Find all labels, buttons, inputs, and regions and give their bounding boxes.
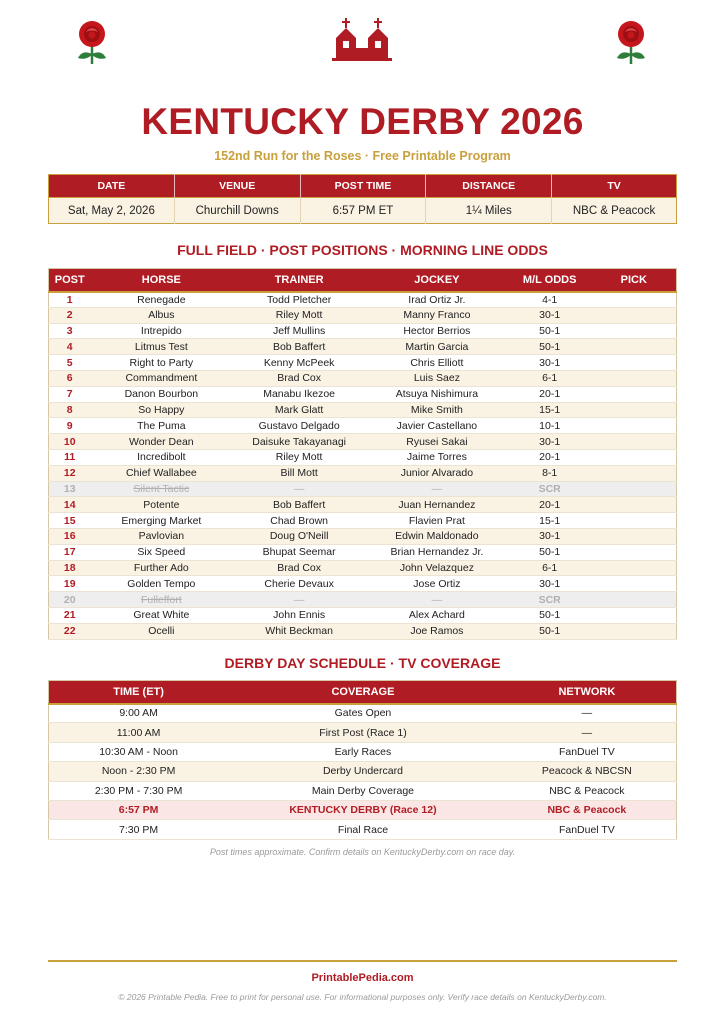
pick-cell (592, 418, 677, 434)
jockey-name: Javier Castellano (366, 418, 508, 434)
schedule-table (48, 680, 677, 840)
schedule-time: 6:57 PM (49, 800, 229, 819)
schedule-coverage: Final Race (228, 820, 498, 839)
horse-name: Six Speed (90, 544, 232, 560)
table-row (49, 528, 677, 544)
table-row (49, 465, 677, 481)
morning-line-odds: 50-1 (508, 607, 592, 623)
pick-cell (592, 449, 677, 465)
horse-name: Albus (90, 307, 232, 323)
schedule-network: FanDuel TV (498, 820, 677, 839)
info-header-distance: DISTANCE (426, 175, 552, 198)
morning-line-odds: 20-1 (508, 497, 592, 513)
horse-name: Further Ado (90, 560, 232, 576)
field-header-pick: PICK (592, 269, 677, 292)
horse-name: Great White (90, 607, 232, 623)
pick-cell (592, 576, 677, 592)
table-row (49, 723, 677, 742)
jockey-name: Mike Smith (366, 402, 508, 418)
morning-line-odds: 6-1 (508, 370, 592, 386)
jockey-name: Manny Franco (366, 307, 508, 323)
schedule-network: NBC & Peacock (498, 781, 677, 800)
jockey-name: Luis Saez (366, 370, 508, 386)
trainer-name: Brad Cox (232, 370, 366, 386)
schedule-time: 7:30 PM (49, 820, 229, 839)
info-header-post-time: POST TIME (300, 175, 426, 198)
table-row (49, 560, 677, 576)
schedule-coverage: KENTUCKY DERBY (Race 12) (228, 800, 498, 819)
table-row (49, 820, 677, 839)
post-position: 3 (49, 323, 91, 339)
schedule-network: — (498, 723, 677, 742)
trainer-name: Bhupat Seemar (232, 544, 366, 560)
schedule-time: Noon - 2:30 PM (49, 762, 229, 781)
table-row (49, 307, 677, 323)
table-row (49, 607, 677, 623)
jockey-name: Irad Ortiz Jr. (366, 292, 508, 308)
horse-name: Pavlovian (90, 528, 232, 544)
morning-line-odds: 30-1 (508, 355, 592, 371)
post-position: 22 (49, 623, 91, 639)
trainer-name: Doug O'Neill (232, 528, 366, 544)
horse-name: Ocelli (90, 623, 232, 639)
post-position: 18 (49, 560, 91, 576)
post-position: 20 (49, 592, 91, 608)
table-row (49, 762, 677, 781)
schedule-time: 2:30 PM - 7:30 PM (49, 781, 229, 800)
schedule-header-time: TIME (ET) (49, 681, 229, 704)
horse-name: Commandment (90, 370, 232, 386)
jockey-name: Juan Hernandez (366, 497, 508, 513)
pick-cell (592, 323, 677, 339)
jockey-name: Ryusei Sakai (366, 434, 508, 450)
post-position: 15 (49, 513, 91, 529)
jockey-name: Martin Garcia (366, 339, 508, 355)
field-header-odds: M/L ODDS (508, 269, 592, 292)
table-row (49, 742, 677, 761)
morning-line-odds: SCR (508, 592, 592, 608)
field-header-trainer: TRAINER (232, 269, 366, 292)
horse-name: Chief Wallabee (90, 465, 232, 481)
pick-cell (592, 513, 677, 529)
morning-line-odds: 15-1 (508, 513, 592, 529)
pick-cell (592, 402, 677, 418)
morning-line-odds: 4-1 (508, 292, 592, 308)
table-row (49, 592, 677, 608)
schedule-network: FanDuel TV (498, 742, 677, 761)
morning-line-odds: 8-1 (508, 465, 592, 481)
jockey-name: Brian Hernandez Jr. (366, 544, 508, 560)
pick-cell (592, 339, 677, 355)
schedule-coverage: Early Races (228, 742, 498, 761)
rose-icon (72, 18, 112, 66)
horse-name: Renegade (90, 292, 232, 308)
post-position: 16 (49, 528, 91, 544)
morning-line-odds: 15-1 (508, 402, 592, 418)
morning-line-odds: 50-1 (508, 623, 592, 639)
post-position: 14 (49, 497, 91, 513)
post-position: 7 (49, 386, 91, 402)
post-position: 1 (49, 292, 91, 308)
jockey-name: — (366, 481, 508, 497)
trainer-name: Kenny McPeek (232, 355, 366, 371)
post-position: 11 (49, 449, 91, 465)
field-header-post: POST (49, 269, 91, 292)
morning-line-odds: 30-1 (508, 576, 592, 592)
jockey-name: John Velazquez (366, 560, 508, 576)
post-position: 12 (49, 465, 91, 481)
post-position: 21 (49, 607, 91, 623)
post-position: 6 (49, 370, 91, 386)
trainer-name: Daisuke Takayanagi (232, 434, 366, 450)
trainer-name: Bill Mott (232, 465, 366, 481)
schedule-network: Peacock & NBCSN (498, 762, 677, 781)
pick-cell (592, 481, 677, 497)
info-value-venue: Churchill Downs (174, 198, 300, 224)
pick-cell (592, 528, 677, 544)
morning-line-odds: 10-1 (508, 418, 592, 434)
info-header-tv: TV (552, 175, 677, 198)
horse-name: Danon Bourbon (90, 386, 232, 402)
horse-name: Litmus Test (90, 339, 232, 355)
horse-name: Golden Tempo (90, 576, 232, 592)
table-row (49, 418, 677, 434)
info-value-tv: NBC & Peacock (552, 198, 677, 224)
table-row (49, 513, 677, 529)
trainer-name: Mark Glatt (232, 402, 366, 418)
pick-cell (592, 623, 677, 639)
table-row (49, 800, 677, 819)
rose-icon (611, 18, 651, 66)
jockey-name: Hector Berrios (366, 323, 508, 339)
info-header-venue: VENUE (174, 175, 300, 198)
post-position: 13 (49, 481, 91, 497)
morning-line-odds: 50-1 (508, 323, 592, 339)
horse-name: The Puma (90, 418, 232, 434)
pick-cell (592, 307, 677, 323)
schedule-coverage: First Post (Race 1) (228, 723, 498, 742)
pick-cell (592, 434, 677, 450)
pick-cell (592, 386, 677, 402)
horse-name: Fulleffort (90, 592, 232, 608)
post-position: 4 (49, 339, 91, 355)
pick-cell (592, 560, 677, 576)
pick-cell (592, 607, 677, 623)
post-position: 19 (49, 576, 91, 592)
morning-line-odds: 30-1 (508, 434, 592, 450)
table-row (49, 339, 677, 355)
trainer-name: Chad Brown (232, 513, 366, 529)
trainer-name: Manabu Ikezoe (232, 386, 366, 402)
trainer-name: John Ennis (232, 607, 366, 623)
field-header-jockey: JOCKEY (366, 269, 508, 292)
table-row (49, 449, 677, 465)
church-spires-icon (330, 16, 394, 62)
schedule-note: Post times approximate. Confirm details on KentuckyDerby.com on race day. (209, 847, 516, 857)
pick-cell (592, 592, 677, 608)
morning-line-odds: 50-1 (508, 339, 592, 355)
morning-line-odds: 50-1 (508, 544, 592, 560)
post-position: 10 (49, 434, 91, 450)
trainer-name: — (232, 481, 366, 497)
table-row (49, 704, 677, 723)
info-value-post-time: 6:57 PM ET (300, 198, 426, 224)
info-header-date: DATE (49, 175, 175, 198)
jockey-name: Atsuya Nishimura (366, 386, 508, 402)
table-row (49, 481, 677, 497)
trainer-name: Brad Cox (232, 560, 366, 576)
schedule-coverage: Main Derby Coverage (228, 781, 498, 800)
table-row (49, 323, 677, 339)
trainer-name: Gustavo Delgado (232, 418, 366, 434)
footer-copyright: © 2026 Printable Pedia. Free to print for personal use. For informational purposes only. Verify race details on KentuckyDerby.com. (118, 992, 607, 1002)
jockey-name: Joe Ramos (366, 623, 508, 639)
morning-line-odds: SCR (508, 481, 592, 497)
schedule-section-heading: DERBY DAY SCHEDULE · TV COVERAGE (224, 655, 501, 671)
horse-name: Potente (90, 497, 232, 513)
schedule-network: NBC & Peacock (498, 800, 677, 819)
post-position: 9 (49, 418, 91, 434)
table-row (49, 370, 677, 386)
trainer-name: Riley Mott (232, 449, 366, 465)
horse-name: Emerging Market (90, 513, 232, 529)
horse-name: Right to Party (90, 355, 232, 371)
trainer-name: Todd Pletcher (232, 292, 366, 308)
post-position: 8 (49, 402, 91, 418)
jockey-name: Flavien Prat (366, 513, 508, 529)
jockey-name: Jaime Torres (366, 449, 508, 465)
field-header-horse: HORSE (90, 269, 232, 292)
horse-name: Incredibolt (90, 449, 232, 465)
post-position: 17 (49, 544, 91, 560)
trainer-name: Bob Baffert (232, 339, 366, 355)
table-row (49, 386, 677, 402)
table-row (49, 292, 677, 308)
pick-cell (592, 355, 677, 371)
schedule-time: 10:30 AM - Noon (49, 742, 229, 761)
schedule-network: — (498, 704, 677, 723)
table-row (49, 497, 677, 513)
page-title: KENTUCKY DERBY 2026 (141, 101, 584, 142)
info-value-date: Sat, May 2, 2026 (49, 198, 175, 224)
trainer-name: Jeff Mullins (232, 323, 366, 339)
horse-name: So Happy (90, 402, 232, 418)
table-row (49, 576, 677, 592)
pick-cell (592, 497, 677, 513)
schedule-time: 11:00 AM (49, 723, 229, 742)
trainer-name: Whit Beckman (232, 623, 366, 639)
trainer-name: — (232, 592, 366, 608)
footer-divider (48, 960, 677, 962)
race-info-table (48, 174, 677, 224)
morning-line-odds: 30-1 (508, 528, 592, 544)
table-row (49, 434, 677, 450)
jockey-name: Jose Ortiz (366, 576, 508, 592)
horse-name: Intrepido (90, 323, 232, 339)
morning-line-odds: 20-1 (508, 386, 592, 402)
footer-site-name: PrintablePedia.com (311, 972, 414, 984)
jockey-name: — (366, 592, 508, 608)
post-position: 2 (49, 307, 91, 323)
horse-name: Silent Tactic (90, 481, 232, 497)
table-row (49, 355, 677, 371)
pick-cell (592, 465, 677, 481)
table-row (49, 623, 677, 639)
morning-line-odds: 30-1 (508, 307, 592, 323)
table-row (49, 402, 677, 418)
jockey-name: Alex Achard (366, 607, 508, 623)
table-row (49, 544, 677, 560)
trainer-name: Cherie Devaux (232, 576, 366, 592)
table-row (49, 781, 677, 800)
morning-line-odds: 6-1 (508, 560, 592, 576)
trainer-name: Riley Mott (232, 307, 366, 323)
pick-cell (592, 544, 677, 560)
schedule-time: 9:00 AM (49, 704, 229, 723)
page-subtitle: 152nd Run for the Roses · Free Printable Program (214, 149, 511, 163)
post-position: 5 (49, 355, 91, 371)
jockey-name: Chris Elliott (366, 355, 508, 371)
schedule-coverage: Gates Open (228, 704, 498, 723)
trainer-name: Bob Baffert (232, 497, 366, 513)
morning-line-odds: 20-1 (508, 449, 592, 465)
schedule-coverage: Derby Undercard (228, 762, 498, 781)
schedule-header-coverage: COVERAGE (228, 681, 498, 704)
field-table (48, 268, 677, 640)
jockey-name: Edwin Maldonado (366, 528, 508, 544)
jockey-name: Junior Alvarado (366, 465, 508, 481)
schedule-header-network: NETWORK (498, 681, 677, 704)
pick-cell (592, 370, 677, 386)
field-section-heading: FULL FIELD · POST POSITIONS · MORNING LINE ODDS (177, 242, 548, 258)
pick-cell (592, 292, 677, 308)
info-value-distance: 1¼ Miles (426, 198, 552, 224)
horse-name: Wonder Dean (90, 434, 232, 450)
